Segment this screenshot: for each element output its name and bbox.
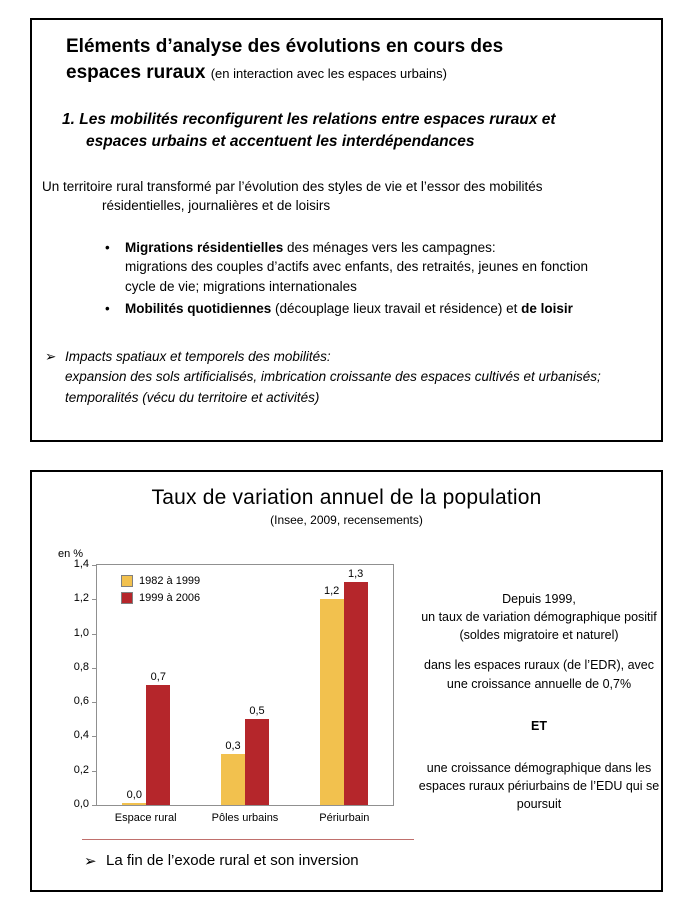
bar [122,789,146,805]
slide1-title-suffix: (en interaction avec les espaces urbains) [210,65,447,81]
commentary-panel [416,590,662,813]
heading-line2: espaces urbains et accentuent les interdépendances [86,132,475,150]
bullet2-rest: (découplage lieux travail et résidence) et [271,301,522,317]
slide-taux-variation [30,470,663,892]
bar-value-label: 0,5 [249,705,265,717]
commentary-et: ET [531,718,547,733]
slide1-arrow-note [45,347,625,408]
y-tick-label: 0,8 [73,660,89,673]
y-tick-label: 1,0 [73,626,89,639]
bar-group [122,671,170,805]
bullet-text [125,238,621,297]
y-tick-label: 0,6 [73,695,89,708]
slide1-title [32,20,661,85]
arrowhead-bullet-icon: ➢ [45,349,57,366]
bullet2-bold: Mobilités quotidiennes [125,301,272,317]
legend-swatch [121,592,133,604]
arrow-note-text [65,347,625,408]
slide1-title-line1: Eléments d’analyse des évolutions en cours des [66,36,504,57]
bar [245,705,269,805]
bullet-mobilites-quotidiennes [105,299,621,319]
slide1-intro [42,177,649,216]
arrow-note-line2: expansion des sols artificialisés, imbrication croissante des espaces cultivés et urbanisés; temporalités (vécu du territoire et activités) [65,369,601,405]
slide1-section-heading [62,109,633,152]
slide1-bullet-list [105,238,621,319]
bar [344,568,368,805]
bar-value-label: 1,2 [323,585,340,597]
bullet-dot-icon: • [105,239,110,255]
chart-subtitle: (Insee, 2009, recensements) [270,513,423,527]
bar [320,585,344,805]
legend-swatch [121,575,133,587]
legend-item [121,592,200,604]
y-tick-label: 0,2 [73,763,89,776]
y-axis-unit-label: en % [58,548,84,560]
bar-value-label: 0,7 [150,671,166,683]
y-tick-label: 1,4 [73,558,89,570]
y-tick-mark [92,805,97,806]
bullet-migrations-residentielles [105,238,621,297]
arrowhead-bullet-icon: ➢ [84,852,97,870]
chart-categories [96,812,394,824]
intro-line1: Un territoire rural transformé par l’évolution des styles de vie et l’essor des mobilités [42,178,543,194]
conclusion-text: La fin de l’exode rural et son inversion [106,852,359,869]
bar-chart [52,546,452,856]
category-label: Périurbain [319,812,370,824]
intro-line2: résidentielles, journalières et de loisirs [102,198,331,214]
legend-item [121,575,200,587]
y-tick-label: 0,4 [73,729,89,742]
heading-line1: 1. Les mobilités reconfigurent les relations entre espaces ruraux et [62,111,556,129]
commentary-line: Depuis 1999, [502,592,576,606]
slide2-conclusion [84,852,359,870]
bar-value-label: 1,3 [347,568,364,580]
chart-underline-rule [82,839,414,840]
bar-group [221,705,269,805]
bar [146,671,170,805]
commentary-line: une croissance démographique dans les espaces ruraux périurbains de l’EDU qui se poursuit [418,760,660,811]
chart-plot [73,558,394,810]
commentary-line: un taux de variation démographique positif (soldes migratoire et naturel) [421,610,657,643]
bullet1-bold: Migrations résidentielles [125,239,284,255]
chart-title: Taux de variation annuel de la population [151,486,542,509]
slide1-title-line2 [66,60,641,86]
bar-value-label: 0,0 [126,789,142,801]
category-label: Espace rural [114,812,177,824]
chart-legend [121,575,200,609]
bullet-text [125,299,621,319]
arrow-note-line1: Impacts spatiaux et temporels des mobilités: [65,349,331,365]
bar [221,740,245,805]
slide-mobilites [30,18,663,442]
bar-group [320,568,368,805]
category-label: Pôles urbains [211,812,279,824]
bar-value-label: 0,3 [225,740,241,752]
bullet1-rest: des ménages vers les campagnes: [283,239,496,255]
bullet-dot-icon: • [105,301,110,317]
bullet1-detail: migrations des couples d’actifs avec enfants, des retraités, jeunes en fonction cycle de vie; migrations internationales [125,259,589,294]
legend-label: 1999 à 2006 [139,592,201,604]
slide1-title-line2-main: espaces ruraux [66,61,206,83]
y-tick-label: 1,2 [73,592,89,605]
y-tick-label: 0,0 [73,798,89,810]
bullet2-bold2: de loisir [521,301,573,317]
legend-label: 1982 à 1999 [139,575,201,587]
commentary-line: dans les espaces ruraux (de l’EDR), avec une croissance annuelle de 0,7% [424,658,654,691]
